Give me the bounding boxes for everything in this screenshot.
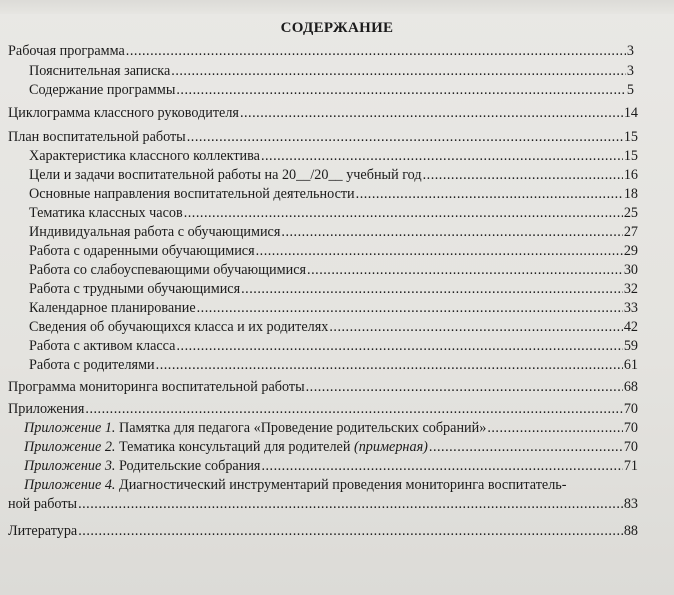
toc-label: Работа с одаренными обучающимися [29,243,255,259]
leader-dots [240,104,623,122]
appendix-prefix: Приложение 1. [24,420,116,436]
appendix-text: Родительские собрания [115,458,261,474]
toc-entry [8,522,638,540]
toc-label [24,438,428,456]
toc-entry [29,299,638,317]
toc-page: 15 [623,148,638,164]
toc-label: Рабочая программа [8,43,125,59]
toc-label: Работа с родителями [29,357,155,373]
leader-dots [197,299,623,317]
leader-dots [256,242,623,260]
leader-dots [261,457,622,475]
toc-label: Работа со слабоуспевающими обучающимися [29,262,307,278]
toc-entry [8,104,638,122]
toc-entry [29,261,638,279]
toc-entry [29,337,638,355]
toc-entry [8,42,634,60]
leader-dots [356,185,623,203]
toc-label: Характеристика классного коллектива [29,148,260,164]
toc-label: Цели и задачи воспитательной работы на 20__/20__ учебный год [29,167,422,183]
page-title: СОДЕРЖАНИЕ [280,20,394,36]
leader-dots [429,438,623,456]
toc-page: 59 [623,338,638,354]
leader-dots [85,400,622,418]
toc-page: 30 [623,262,638,278]
leader-dots [78,522,623,540]
appendix-text: Диагностический инструментарий проведения мониторинга воспитатель- [115,477,567,493]
appendix-text: Памятка для педагога «Проведение родительских собраний» [115,420,487,436]
toc-entry [29,223,638,241]
leader-dots [306,378,623,396]
toc-entry [29,242,638,260]
toc-page: 5 [626,82,634,98]
toc-entry [29,356,638,374]
toc-label [24,457,260,475]
toc-label: Содержание программы [29,82,176,98]
toc-label: Литература [8,523,78,539]
toc-entry [8,128,638,146]
toc-entry [29,280,638,298]
leader-dots [184,204,623,222]
toc-entry [24,438,638,456]
toc-entry [29,204,638,222]
toc-label: Циклограмма классного руководителя [8,105,239,121]
leader-dots [126,42,626,60]
toc-page: 15 [623,129,638,145]
toc-entry [29,81,634,99]
toc-entry [8,400,638,418]
toc-label: Сведения об обучающихся класса и их родителях [29,319,329,335]
toc-entry [29,147,638,165]
toc-page: 83 [623,496,638,512]
toc-entry [8,378,638,396]
toc-page: 3 [626,63,634,79]
toc-label: ной работы [8,496,78,512]
toc-label: Основные направления воспитательной деятельности [29,186,355,202]
toc-label: Приложения [8,401,85,417]
toc-entry-line1 [24,476,566,494]
toc-page: 18 [623,186,638,202]
toc-label: Индивидуальная работа с обучающимися [29,224,281,240]
toc-page: 70 [623,420,638,436]
leader-dots [329,318,622,336]
leader-dots [176,337,622,355]
toc-page: 68 [623,379,638,395]
appendix-prefix: Приложение 4. [24,477,116,493]
toc-page: 3 [626,43,634,59]
toc-page: 25 [623,205,638,221]
toc-page: 71 [623,458,638,474]
toc-label: Пояснительная записка [29,63,171,79]
toc-entry [29,62,634,80]
toc-page: 88 [623,523,638,539]
page-edge [0,0,674,14]
leader-dots [487,419,622,437]
appendix-prefix: Приложение 3. [24,458,116,474]
toc-label: Тематика классных часов [29,205,183,221]
toc-page: 29 [623,243,638,259]
toc-page: 70 [623,401,638,417]
toc-entry [29,166,638,184]
leader-dots [187,128,623,146]
toc-label: План воспитательной работы [8,129,186,145]
leader-dots [241,280,623,298]
leader-dots [261,147,623,165]
toc-page: 33 [623,300,638,316]
appendix-prefix: Приложение 2. [24,439,116,455]
toc-page: 61 [623,357,638,373]
toc-label: Работа с трудными обучающимися [29,281,241,297]
toc-entry [29,318,638,336]
toc-entry [8,495,638,513]
toc-label: Работа с активом класса [29,338,176,354]
toc-entry [24,457,638,475]
toc-page: 42 [623,319,638,335]
toc-page: 14 [623,105,638,121]
leader-dots [78,495,623,513]
leader-dots [156,356,623,374]
toc-label: Программа мониторинга воспитательной работы [8,379,305,395]
toc-page: 27 [623,224,638,240]
toc-page: 70 [623,439,638,455]
toc-entry [29,185,638,203]
toc-entry [24,419,638,437]
leader-dots [423,166,623,184]
leader-dots [281,223,622,241]
toc-page: 16 [623,167,638,183]
appendix-suffix: (примерная) [353,439,428,455]
leader-dots [176,81,626,99]
toc-label: Календарное планирование [29,300,196,316]
leader-dots [307,261,623,279]
toc-label [24,419,486,437]
appendix-text: Тематика консультаций для родителей [115,439,354,455]
toc-page: 32 [623,281,638,297]
leader-dots [171,62,626,80]
